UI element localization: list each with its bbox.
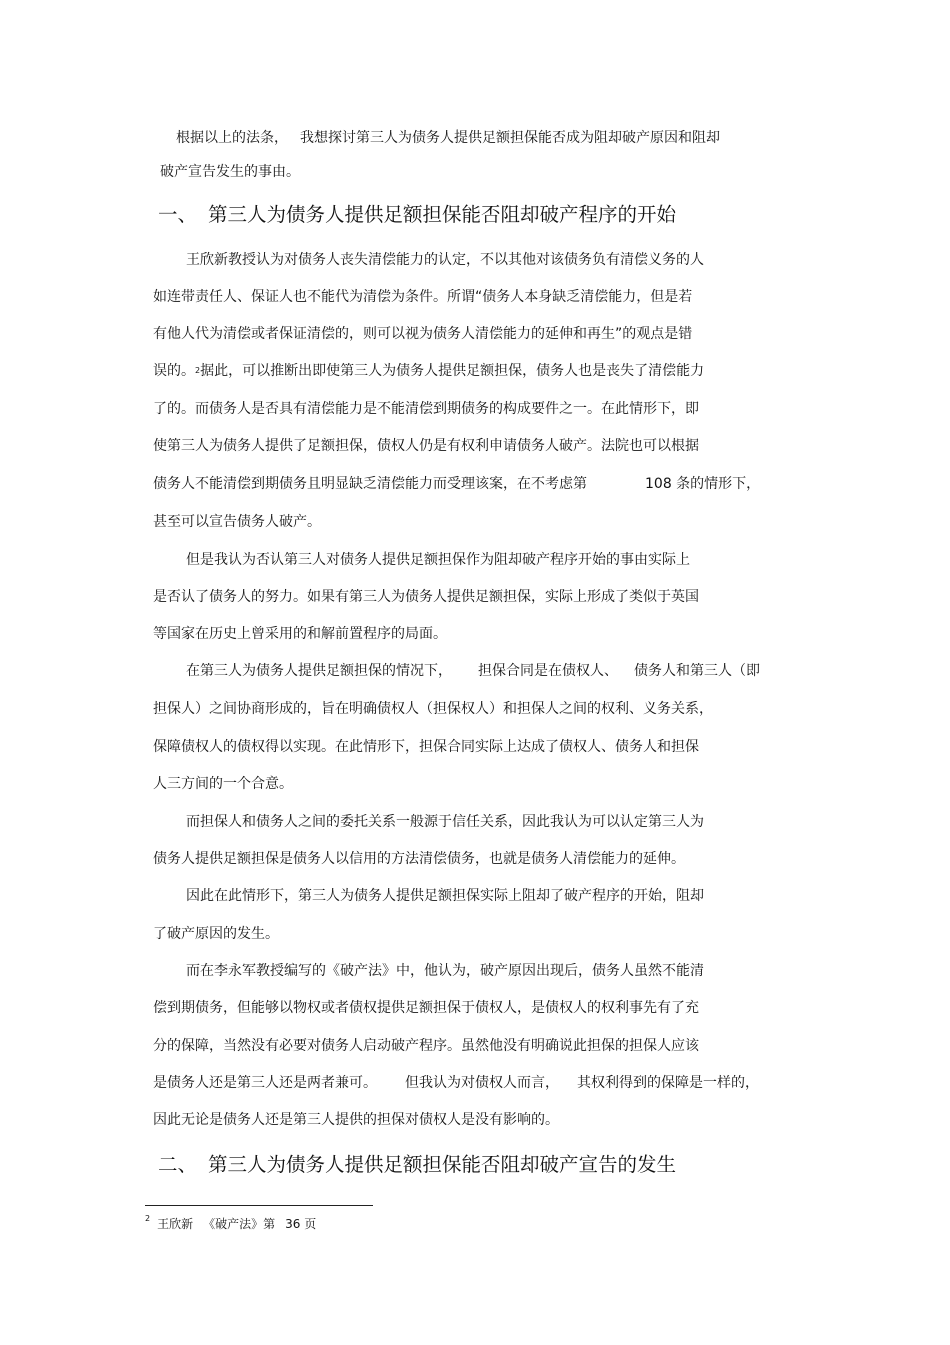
heading-number: 二、: [158, 1153, 198, 1176]
paragraph-line: 了破产原因的发生。: [153, 926, 279, 942]
paragraph-text: 据此，可以推断出即使第三人为债务人提供足额担保，债务人也是丧失了清偿能力: [200, 363, 705, 379]
footnote-author: 王欣新: [157, 1217, 194, 1231]
paragraph-text: 债务人和第三人（即: [634, 663, 760, 679]
paragraph-line: 等国家在历史上曾采用的和解前置程序的局面。: [153, 626, 447, 642]
paragraph-line: [186, 661, 760, 681]
section-heading-1: [158, 201, 676, 229]
intro-line: [176, 128, 720, 148]
paragraph-line: 王欣新教授认为对债务人丧失清偿能力的认定，不以其他对该债务负有清偿义务的人: [186, 252, 704, 268]
intro-text: 我想探讨第三人为债务人提供足额担保能否成为阻却破产原因和阻却: [300, 130, 720, 146]
paragraph-line: [153, 1073, 759, 1093]
heading-text: 第三人为债务人提供足额担保能否阻却破产宣告的发生: [208, 1153, 677, 1176]
paragraph-text: 是债务人还是第三人还是两者兼可。: [153, 1075, 377, 1091]
footnote-page: 36 页: [285, 1217, 317, 1231]
heading-number: 一、: [158, 203, 198, 226]
paragraph-line: 是否认了债务人的努力。如果有第三人为债务人提供足额担保，实际上形成了类似于英国: [153, 589, 699, 605]
paragraph-line: 了的。而债务人是否具有清偿能力是不能清偿到期债务的构成要件之一。在此情形下，即: [153, 401, 699, 417]
footnote-reference: 2: [195, 366, 201, 375]
paragraph-text: 其权利得到的保障是一样的，: [577, 1075, 759, 1091]
paragraph-line: 而担保人和债务人之间的委托关系一般源于信任关系，因此我认为可以认定第三人为: [186, 814, 704, 830]
paragraph-text: 误的。: [153, 363, 195, 379]
paragraph-line: 因此无论是债务人还是第三人提供的担保对债权人是没有影响的。: [153, 1112, 559, 1128]
paragraph-line: 有他人代为清偿或者保证清偿的，则可以视为债务人清偿能力的延伸和再生”的观点是错: [153, 326, 693, 342]
paragraph-text: 担保合同是在债权人、: [478, 663, 618, 679]
footnote-book: 《破产法》第: [203, 1217, 276, 1231]
paragraph-line: 使第三人为债务人提供了足额担保，债权人仍是有权利申请债务人破产。法院也可以根据: [153, 438, 699, 454]
paragraph-text: 在第三人为债务人提供足额担保的情况下，: [186, 663, 452, 679]
footnote: [145, 1212, 316, 1233]
paragraph-line: 因此在此情形下，第三人为债务人提供足额担保实际上阻却了破产程序的开始，阻却: [186, 888, 704, 904]
intro-line: 破产宣告发生的事由。: [160, 164, 300, 180]
paragraph-line: 如连带责任人、保证人也不能代为清偿为条件。所谓“债务人本身缺乏清偿能力，但是若: [153, 289, 693, 305]
paragraph-line: 人三方间的一个合意。: [153, 776, 293, 792]
paragraph-line: 甚至可以宣告债务人破产。: [153, 514, 321, 530]
paragraph-line: 偿到期债务，但能够以物权或者债权提供足额担保于债权人，是债权人的权利事先有了充: [153, 1000, 699, 1016]
intro-text: 根据以上的法条，: [176, 130, 288, 146]
paragraph-text: 债务人不能清偿到期债务且明显缺乏清偿能力而受理该案，在不考虑第: [153, 476, 587, 492]
footnote-mark: 2: [145, 1214, 151, 1223]
paragraph-line: 担保人）之间协商形成的，旨在明确债权人（担保权人）和担保人之间的权利、义务关系，: [153, 701, 713, 717]
paragraph-line: 债务人提供足额担保是债务人以信用的方法清偿债务，也就是债务人清偿能力的延伸。: [153, 851, 685, 867]
section-heading-2: [158, 1151, 676, 1179]
paragraph-line: 但是我认为否认第三人对债务人提供足额担保作为阻却破产程序开始的事由实际上: [186, 552, 690, 568]
heading-text: 第三人为债务人提供足额担保能否阻却破产程序的开始: [208, 203, 677, 226]
footnote-divider: [145, 1205, 373, 1206]
paragraph-line: 分的保障，当然没有必要对债务人启动破产程序。虽然他没有明确说此担保的担保人应该: [153, 1038, 699, 1054]
paragraph-line: 而在李永军教授编写的《破产法》中，他认为，破产原因出现后，债务人虽然不能清: [186, 963, 704, 979]
paragraph-line: [153, 361, 704, 383]
paragraph-line: 保障债权人的债权得以实现。在此情形下，担保合同实际上达成了债权人、债务人和担保: [153, 739, 699, 755]
paragraph-text: 但我认为对债权人而言，: [405, 1075, 559, 1091]
paragraph-line: [153, 474, 760, 494]
paragraph-text: 108 条的情形下，: [645, 476, 761, 492]
